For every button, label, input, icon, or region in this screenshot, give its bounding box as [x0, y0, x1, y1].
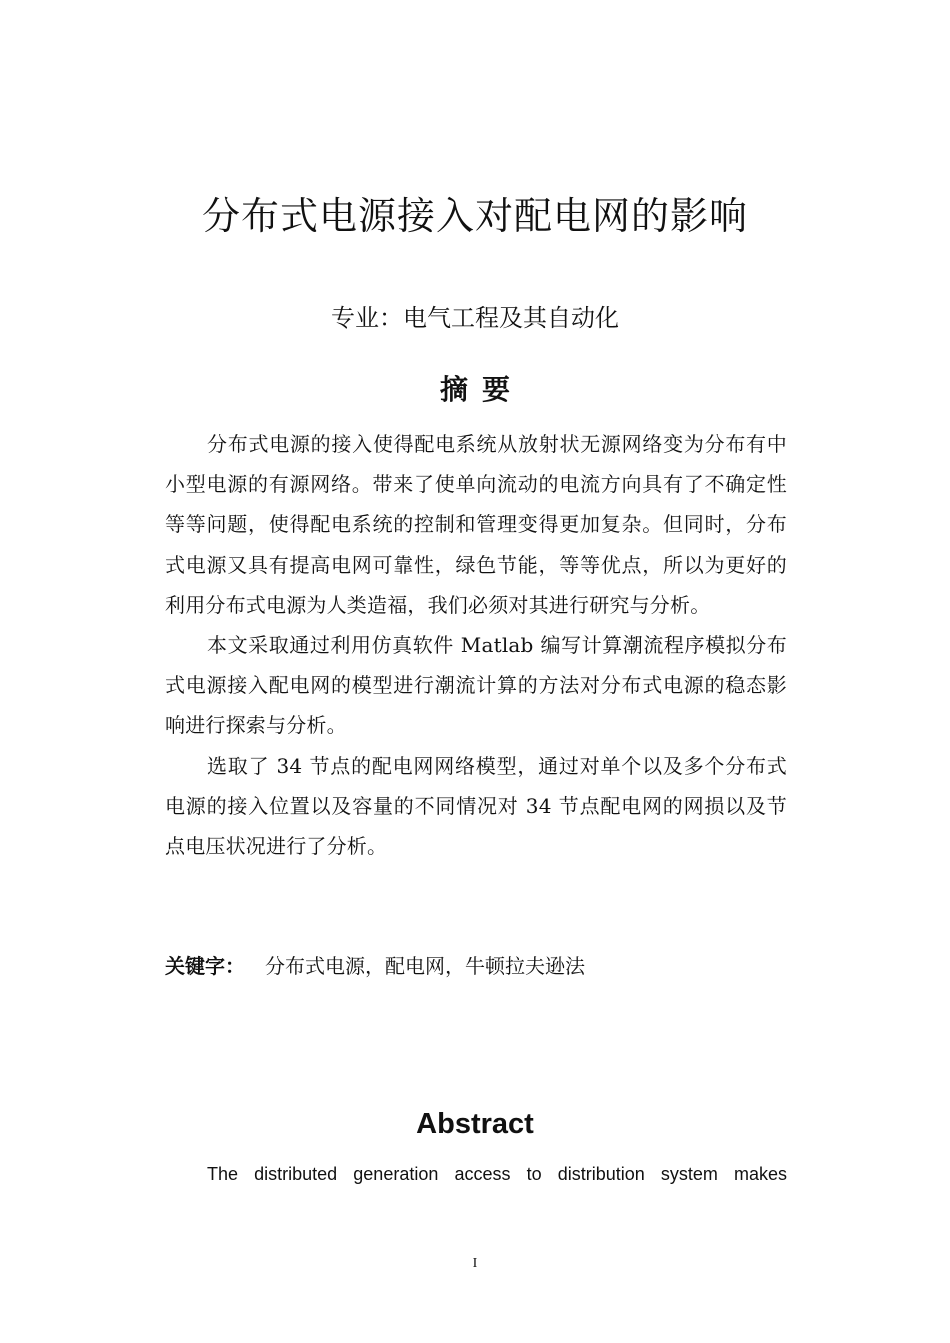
abstract-english-first-line: The distributed generation access to distribution system makes: [207, 1164, 787, 1184]
page-number: I: [472, 1256, 478, 1271]
major-line: 专业：电气工程及其自动化: [331, 304, 619, 332]
keywords-label: 关键字：: [165, 954, 245, 978]
keywords-value: 分布式电源，配电网，牛顿拉夫逊法: [265, 954, 585, 978]
abstract-heading-chinese: 摘要: [439, 373, 524, 406]
abstract-body-chinese: [165, 424, 787, 866]
abstract-heading-english: Abstract: [416, 1108, 534, 1140]
paper-title: 分布式电源接入对配电网的影响: [201, 194, 748, 238]
abstract-paragraph-2: 本文采取通过利用仿真软件 Matlab 编写计算潮流程序模拟分布式电源接入配电网的模型进行潮流计算的方法对分布式电源的稳态影响进行探索与分析。: [165, 633, 787, 738]
abstract-paragraph-1: 分布式电源的接入使得配电系统从放射状无源网络变为分布有中小型电源的有源网络。带来了使单向流动的电流方向具有了不确定性等等问题，使得配电系统的控制和管理变得更加复杂。但同时，分布式电源又具有提高电网可靠性，绿色节能，等等优点，所以为更好的利用分布式电源为人类造福，我们必须对其进行研究与分析。: [165, 432, 787, 617]
keywords-line: [165, 946, 585, 986]
abstract-paragraph-3: 选取了 34 节点的配电网网络模型，通过对单个以及多个分布式电源的接入位置以及容量的不同情况对 34 节点配电网的网损以及节点电压状况进行了分析。: [165, 753, 787, 859]
